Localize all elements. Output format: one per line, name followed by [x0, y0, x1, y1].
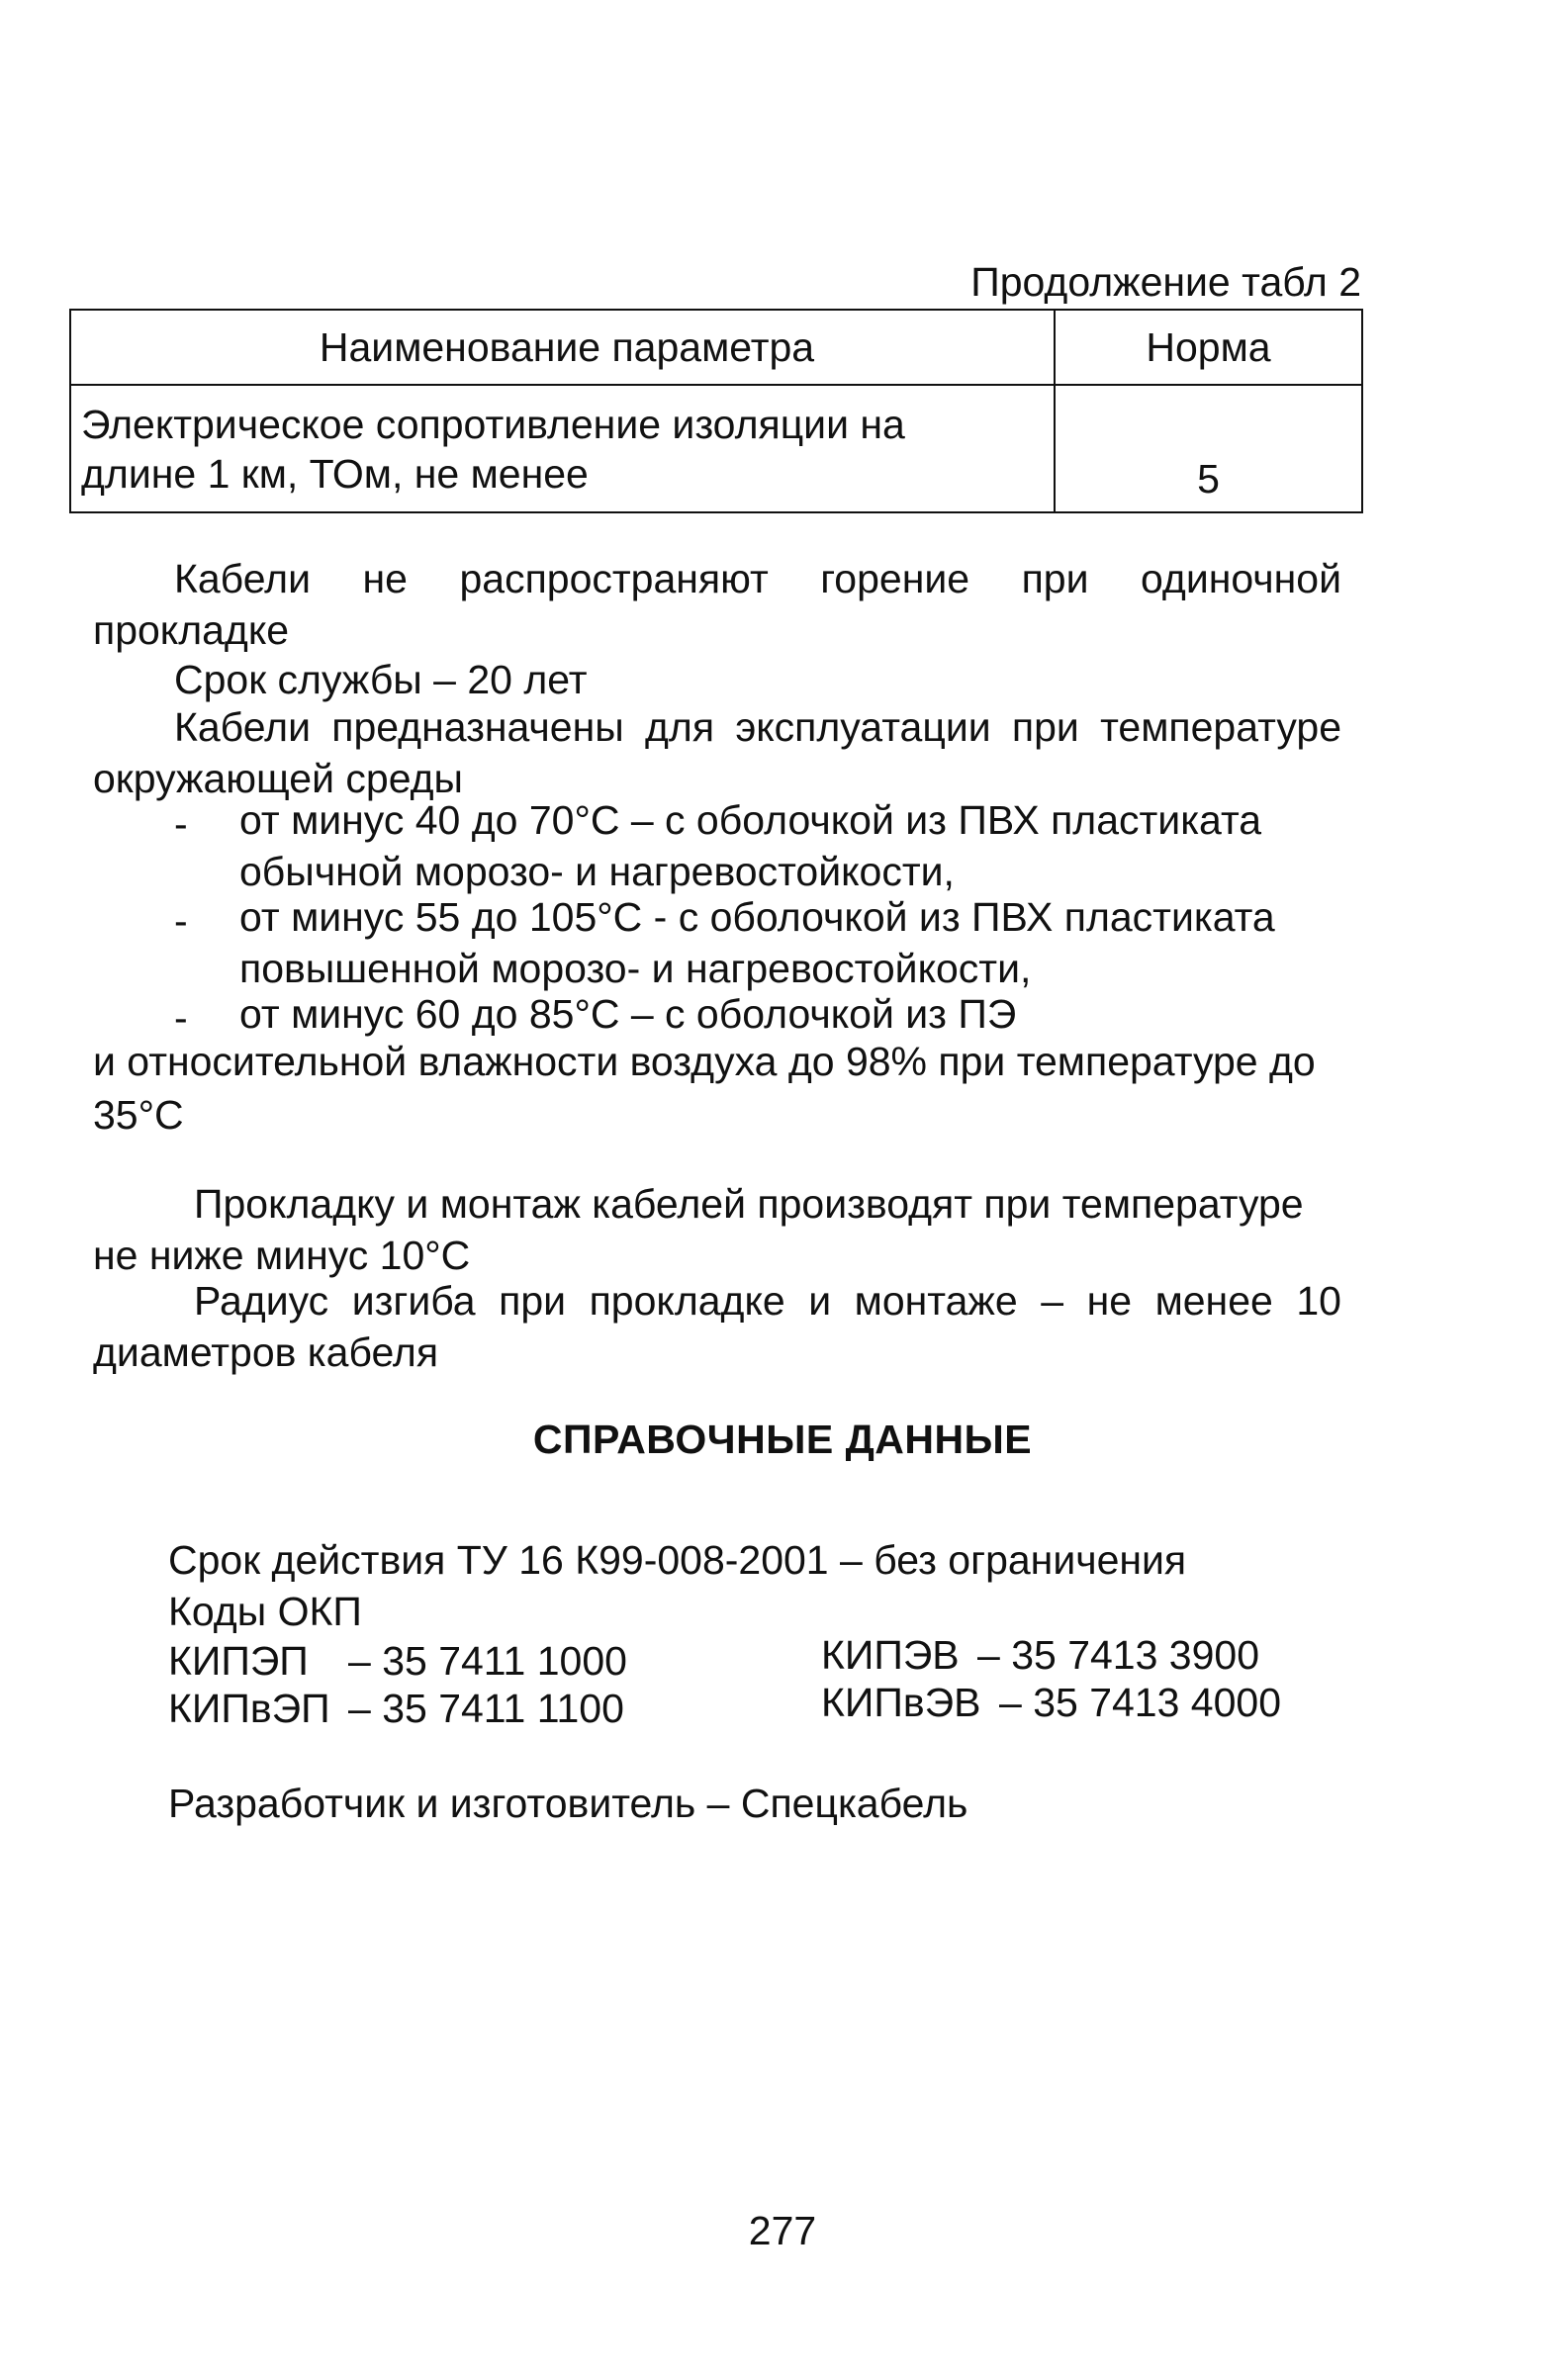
word: не: [1086, 1278, 1133, 1324]
section-heading: СПРАВОЧНЫЕ ДАННЫЕ: [532, 1417, 1033, 1462]
para5-line1: Прокладку и монтаж кабелей производят при температуре: [194, 1181, 1304, 1227]
word: при: [1021, 556, 1089, 601]
code-name: КИПвЭВ: [821, 1680, 981, 1725]
word: монтаже: [854, 1278, 1018, 1324]
word: Кабели: [174, 704, 311, 750]
word: Радиус: [194, 1278, 329, 1324]
word: распространяют: [459, 556, 769, 601]
para5-line2: не ниже минус 10°С: [93, 1233, 471, 1278]
okp-title: Коды ОКП: [168, 1589, 362, 1634]
word: горение: [820, 556, 970, 601]
para4-line2: 35°С: [93, 1092, 184, 1138]
word: эксплуатации: [735, 704, 991, 750]
word: одиночной: [1141, 556, 1341, 601]
para6-line2: диаметров кабеля: [93, 1329, 439, 1375]
param-line-2: длине 1 км, ТОм, не менее: [81, 450, 589, 497]
word: менее: [1154, 1278, 1273, 1324]
table-cell-param: [70, 385, 1055, 512]
validity-line: Срок действия ТУ 16 К99-008-2001 – без ограничения: [168, 1537, 1187, 1583]
bullet-3-line1: от минус 60 до 85°С – с оболочкой из ПЭ: [239, 991, 1017, 1037]
bullet-dash: -: [174, 898, 188, 944]
word: предназначены: [331, 704, 624, 750]
table-header-row: [70, 310, 1362, 385]
code-value: – 35 7413 3900: [977, 1632, 1259, 1678]
code-value: – 35 7413 4000: [999, 1680, 1281, 1725]
para2: Срок службы – 20 лет: [174, 657, 588, 702]
header-param: Наименование параметра: [70, 310, 1055, 385]
table-row: [70, 385, 1362, 512]
bullet-dash: -: [174, 801, 188, 847]
word: температуре: [1100, 704, 1341, 750]
para4-line1: и относительной влажности воздуха до 98% при температуре до: [93, 1039, 1316, 1084]
bullet-1-line1: от минус 40 до 70°С – с оболочкой из ПВХ пластиката: [239, 797, 1262, 843]
word: при: [499, 1278, 567, 1324]
code-name: КИПвЭП: [168, 1686, 330, 1731]
code-name: КИПЭП: [168, 1638, 309, 1684]
word: Кабели: [174, 556, 311, 601]
para6-line1: [194, 1276, 1341, 1326]
word: не: [362, 556, 408, 601]
bullet-dash: -: [174, 995, 188, 1041]
word: прокладке: [589, 1278, 785, 1324]
developer-line: Разработчик и изготовитель – Спецкабель: [168, 1781, 968, 1826]
header-norm: Норма: [1055, 310, 1362, 385]
para3-line1: [174, 702, 1341, 752]
bullet-1-line2: обычной морозо- и нагревостойкости,: [239, 849, 955, 894]
para1-line1: [174, 554, 1341, 603]
para1-line2: прокладке: [93, 607, 290, 653]
word: изгиба: [351, 1278, 476, 1324]
word: для: [644, 704, 715, 750]
word: –: [1041, 1278, 1064, 1324]
bullet-2-line1: от минус 55 до 105°С - с оболочкой из ПВХ пластиката: [239, 894, 1275, 940]
word: 10: [1296, 1278, 1341, 1324]
word: и: [808, 1278, 832, 1324]
page-number: 277: [748, 2208, 817, 2253]
table-caption: Продолжение табл 2: [970, 259, 1361, 305]
code-value: – 35 7411 1000: [348, 1638, 627, 1684]
para3-line2: окружающей среды: [93, 756, 463, 801]
parameters-table: [69, 309, 1363, 513]
code-name: КИПЭВ: [821, 1632, 960, 1678]
word: при: [1011, 704, 1079, 750]
table-cell-norm: 5: [1055, 385, 1362, 512]
code-value: – 35 7411 1100: [348, 1686, 624, 1731]
bullet-2-line2: повышенной морозо- и нагревостойкости,: [239, 946, 1032, 991]
param-line-1: Электрическое сопротивление изоляции на: [81, 401, 905, 447]
